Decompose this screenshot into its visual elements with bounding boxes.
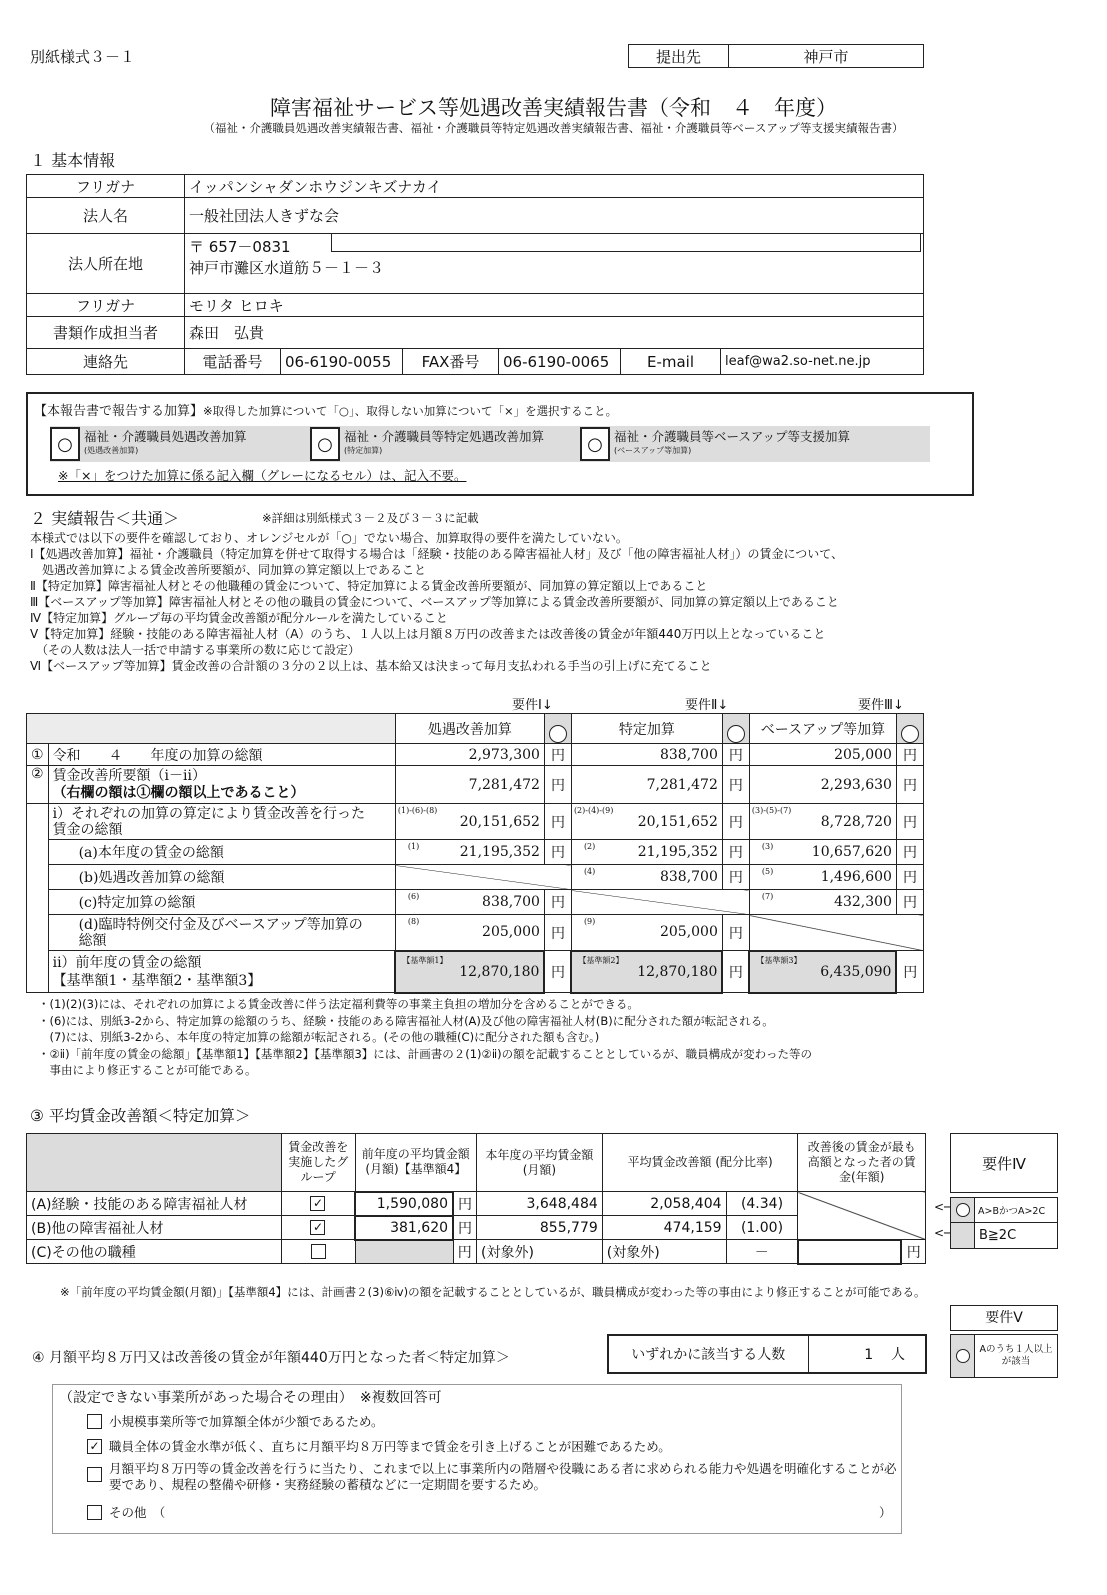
req-line: 処遇改善加算による賃金改善所要額が、同加算の算定額以上であること [30, 563, 427, 577]
table-row [27, 915, 924, 951]
addition-item-3 [580, 426, 850, 462]
cell-tag: (5) [761, 867, 774, 876]
yen: 円 [896, 804, 923, 840]
avg-wage-table [26, 1133, 926, 1265]
reason-checkbox[interactable] [87, 1414, 102, 1429]
col-max: 改善後の賃金が最も高額となった者の賃金(年額) [798, 1134, 926, 1192]
group-label: (C)その他の職種 [27, 1240, 282, 1264]
cell-tag: (1) [407, 842, 420, 851]
ratio-value: － [726, 1240, 798, 1264]
arrow-b: <─ [934, 1226, 952, 1240]
row-label-2: （右欄の額は①欄の額以上であること） [52, 784, 305, 801]
req-line: Ⅴ【特定加算】経験・技能のある障害福祉人材（A）のうち、１人以上は月額８万円の改善または改善後の賃金が年額440万円以上となっていること [30, 627, 826, 641]
col-header-1: 処遇改善加算 [395, 714, 544, 744]
cur-value: 855,779 [477, 1216, 603, 1240]
cell-na [571, 890, 749, 915]
yen: 円 [544, 744, 571, 766]
note-line: ・(6)には、別紙3-2から、特定加算の総額のうち、経験・技能のある障害福祉人材(A)及び他の障害福祉人材(B)に配分された額が転記される。 [38, 1013, 774, 1028]
cell-na [395, 865, 571, 890]
req-line: Ⅵ【ベースアップ等加算】賃金改善の合計額の３分の２以上は、基本給又は決まって毎月支払われる手当の引上げに充てること [30, 659, 712, 673]
req5-box [950, 1334, 1058, 1378]
diff-value: 474,159 [602, 1216, 726, 1240]
s3-note: ※「前年度の平均賃金額(月額)」【基準額4】には、計画書２(3)⑥ⅳ)の額を記載することとしているが、職員構成が変わった等の事由により修正することが可能である。 [60, 1285, 926, 1299]
cell-value: 6,435,090 [820, 963, 892, 980]
fax-value: 06-6190-0065 [499, 349, 621, 375]
addr-box [331, 234, 921, 252]
addition-note: ※「×」をつけた加算に係る記入欄（グレーになるセル）は、記入不要。 [58, 468, 467, 483]
cell-tag: (2) [583, 842, 596, 851]
tel-label: 電話番号 [185, 349, 281, 375]
reason-item [87, 1503, 165, 1521]
req-line: Ⅳ【特定加算】グループ毎の平均賃金改善額が配分ルールを満たしていること [30, 611, 448, 625]
addition-sub-1: (処遇改善加算) [84, 446, 139, 455]
note-line: (7)には、別紙3-2から、本年度の特定加算の総額が転記される。(その他の職種(C)に配分された額も含む。) [38, 1030, 600, 1044]
yen: 円 [722, 766, 749, 804]
yen: 円 [722, 951, 749, 993]
cell-value: 205,000 [482, 924, 540, 941]
email-value: leaf@wa2.so-net.ne.jp [721, 349, 924, 375]
addition-instr: ※取得した加算について「○」、取得しない加算について「×」を選択すること。 [203, 404, 618, 418]
form-id: 別紙様式３－１ [30, 48, 136, 66]
cell-value: 20,151,652 [637, 813, 718, 830]
cell-value: 1,496,600 [820, 869, 892, 885]
yen: 円 [544, 840, 571, 865]
req-line: Ⅰ【処遇改善加算】福祉・介護職員（特定加算を併せて取得する場合は「経験・技能のある障害福祉人材」及び「他の障害福祉人材」）の賃金について、 [30, 547, 844, 561]
s4-count-value: 1 [864, 1347, 874, 1363]
ratio-value: (4.34) [726, 1192, 798, 1216]
yen: 円 [896, 951, 923, 993]
cell-tag: (7) [761, 892, 774, 901]
req4-cond-a: A>BかつA>2C [978, 1206, 1046, 1217]
addition-head: 【本報告書で報告する加算】 [34, 404, 204, 419]
addr-label: 法人所在地 [27, 234, 185, 294]
ratio-value: (1.00) [726, 1216, 798, 1240]
yen: 円 [896, 890, 923, 915]
yen: 円 [544, 890, 571, 915]
yen: 円 [722, 840, 749, 865]
cell-value: 21,195,352 [637, 844, 718, 860]
cur-value: 3,648,484 [477, 1192, 603, 1216]
header-blank [27, 714, 396, 744]
corp-value: 一般社団法人きずな会 [185, 198, 924, 234]
table-row [27, 766, 924, 804]
col-ratio: (配分比率) [715, 1155, 773, 1169]
cell-value: 205,000 [749, 744, 896, 766]
note-line: ・②ⅱ)「前年度の賃金の総額」【基準額1】【基準額2】【基準額3】には、計画書の２(1)②ⅱ)の額を記載することとしているが、職員構成が変わった等の [38, 1046, 812, 1061]
arrow-a: <─ [934, 1200, 952, 1214]
reason-checkbox[interactable] [87, 1467, 102, 1482]
group-checkbox[interactable] [311, 1244, 326, 1259]
addition-box [26, 392, 974, 496]
yen: 円 [453, 1216, 477, 1240]
req4-mark-b [951, 1223, 975, 1248]
req3-arrow: 要件Ⅲ↓ [858, 698, 904, 713]
row-no: ② [27, 766, 49, 804]
table-row [27, 804, 924, 840]
req-line: （その人数は法人一括で申請する事業所の数に応じて設定） [30, 643, 361, 657]
cell-tag: (3)-(5)-(7) [751, 806, 792, 815]
addition-item-1 [50, 426, 310, 462]
table-row [27, 1192, 926, 1216]
col-prev: 前年度の平均賃金額(月額)【基準額4】 [355, 1134, 476, 1192]
cell-value: 838,700 [571, 744, 722, 766]
cell-value: 7,281,472 [395, 766, 544, 804]
diff-value: (対象外) [602, 1240, 726, 1264]
row-no: ① [27, 744, 49, 766]
addition-mark-3[interactable]: ○ [580, 427, 610, 461]
reason-item [87, 1461, 897, 1493]
col-cur: 本年度の平均賃金額(月額) [477, 1134, 603, 1192]
section4-heading: ④ 月額平均８万円又は改善後の賃金が年額440万円となった者＜特定加算＞ [32, 1350, 510, 1366]
basic-info-table [26, 174, 924, 375]
author-label: 書類作成担当者 [27, 317, 185, 349]
tel-value: 06-6190-0055 [281, 349, 403, 375]
yen: 円 [896, 865, 923, 890]
s4-count-unit: 人 [891, 1347, 905, 1363]
section1-heading: １ 基本情報 [30, 151, 116, 170]
email-label: E-mail [621, 349, 721, 375]
row-label: (c)特定加算の総額 [48, 890, 395, 915]
furigana-value: イッパンシャダンホウジンキズナカイ [185, 175, 924, 198]
cell-value: 20,151,652 [459, 813, 540, 830]
col-mark-3: ○ [896, 714, 923, 744]
reasons-head: （設定できない事業所があった場合その理由） ※複数回答可 [59, 1390, 442, 1406]
req5-cond: Aのうち１人以上が該当 [979, 1344, 1053, 1367]
cell-tag: (6) [407, 892, 420, 901]
addr-value: 神戸市灘区水道筋５－１－３ [189, 259, 385, 277]
yen: 円 [544, 915, 571, 951]
cell-value: 7,281,472 [571, 766, 722, 804]
diff-value: 2,058,404 [602, 1192, 726, 1216]
cell-value: 21,195,352 [459, 844, 540, 860]
cell-tag: (3) [761, 842, 774, 851]
cell-value: 432,300 [834, 894, 892, 910]
note-line: ・(1)(2)(3)には、それぞれの加算による賃金改善に伴う法定福利費等の事業主負担の増加分を含めることができる。 [38, 997, 639, 1011]
submit-label: 提出先 [629, 45, 729, 68]
table-row [27, 1240, 926, 1264]
row-label: 賃金改善所要額（ⅰ－ⅱ） [52, 767, 206, 784]
col-mark-2: ○ [722, 714, 749, 744]
requirements-text [30, 530, 960, 674]
addition-sub-2: (特定加算) [344, 446, 383, 455]
s4-count-label: いずれかに該当する人数 [608, 1335, 808, 1373]
reason-close: ） [879, 1505, 892, 1520]
yen: 円 [544, 766, 571, 804]
yen: 円 [896, 744, 923, 766]
row-label: ⅱ）前年度の賃金の総額 [52, 954, 202, 971]
col-mark-1: ○ [544, 714, 571, 744]
cell-value: 2,973,300 [395, 744, 544, 766]
table-row [27, 865, 924, 890]
cell-tag: (9) [583, 917, 596, 926]
yen: 円 [722, 915, 749, 951]
yen: 円 [453, 1192, 477, 1216]
addition-label-3: 福祉・介護職員等ベースアップ等支援加算 [614, 429, 851, 444]
cell-tag: (8) [407, 917, 420, 926]
cell-value: 838,700 [659, 869, 718, 885]
reason-text: 小規模事業所等で加算額全体が少額であるため。 [109, 1414, 384, 1429]
cell-tag: (1)-(6)-(8) [397, 806, 438, 815]
col-diff: 平均賃金改善額 [627, 1155, 712, 1169]
prev-value: 1,590,080 [355, 1192, 453, 1216]
cell-na [749, 915, 923, 951]
yen: 円 [896, 766, 923, 804]
cell-value: 2,293,630 [749, 766, 896, 804]
table-notes [38, 996, 958, 1079]
cell-tag: 【基準額2】 [578, 955, 624, 965]
reason-checkbox[interactable]: ✓ [87, 1439, 102, 1454]
req-line: Ⅲ【ベースアップ等加算】障害福祉人材とその他の職員の賃金について、ベースアップ等加算による賃金改善所要額が、同加算の算定額以上であること [30, 595, 839, 609]
reason-checkbox[interactable] [87, 1505, 102, 1520]
report-table [26, 713, 924, 994]
req4-mark-a: ○ [956, 1203, 970, 1217]
table-row [27, 951, 924, 993]
cell-tag: 【基準額1】 [402, 955, 448, 965]
req5-label: 要件Ⅴ [950, 1305, 1058, 1331]
addition-item-2 [310, 426, 580, 462]
section2-heading: ２ 実績報告＜共通＞ [30, 509, 180, 528]
prev-value [355, 1240, 453, 1264]
cur-value: (対象外) [477, 1240, 603, 1264]
table-row [27, 1216, 926, 1240]
addition-mark-1[interactable]: ○ [50, 427, 80, 461]
reason-text: その他 （ [109, 1505, 166, 1520]
prev-value: 381,620 [355, 1216, 453, 1240]
furigana-label: フリガナ [27, 175, 185, 198]
req4-label: 要件Ⅳ [950, 1133, 1058, 1193]
group-label: (B)他の障害福祉人材 [27, 1216, 282, 1240]
req5-mark: ○ [956, 1349, 970, 1363]
row-label-2: 【基準額1・基準額2・基準額3】 [52, 972, 262, 989]
yen: 円 [722, 865, 749, 890]
contact-label: 連絡先 [27, 349, 185, 375]
req2-arrow: 要件Ⅱ↓ [685, 698, 729, 713]
addition-label-2: 福祉・介護職員等特定処遇改善加算 [344, 429, 545, 444]
submit-box [628, 44, 924, 68]
cell-value: 205,000 [659, 924, 718, 941]
col-group: 賃金改善を実施したグループ [281, 1134, 355, 1192]
page-subtitle: （福祉・介護職員処遇改善実績報告書、福祉・介護職員等特定処遇改善実績報告書、福祉・介護職員等ベースアップ等支援実績報告書） [203, 121, 904, 135]
note-line: 事由により修正することが可能である。 [38, 1063, 257, 1077]
row-label: (d)臨時特例交付金及びベースアップ等加算の [78, 916, 363, 933]
group-checkbox[interactable]: ✓ [310, 1220, 325, 1235]
req4-box [950, 1197, 1058, 1249]
reason-item [87, 1437, 671, 1455]
yen: 円 [901, 1240, 925, 1264]
cell-tag: (4) [583, 867, 596, 876]
zip-value: 〒 657－0831 [189, 238, 291, 256]
row-label: 令和 ４ 年度の加算の総額 [48, 744, 395, 766]
addition-sub-3: (ベースアップ等加算) [614, 446, 692, 455]
cell-value: 838,700 [482, 894, 540, 910]
table-row [27, 890, 924, 915]
cell-value: 8,728,720 [820, 813, 892, 830]
cell-value: 12,870,180 [637, 963, 718, 980]
row-label: ⅰ）それぞれの加算の算定により賃金改善を行った [52, 805, 366, 822]
group-label: (A)経験・技能のある障害福祉人材 [27, 1192, 282, 1216]
col-header-2: 特定加算 [571, 714, 722, 744]
group-checkbox[interactable]: ✓ [310, 1196, 325, 1211]
table-row [27, 840, 924, 865]
addition-label-1: 福祉・介護職員処遇改善加算 [84, 429, 247, 444]
section2-ref: ※詳細は別紙様式３－２及び３－３に記載 [262, 511, 479, 525]
row-label: (b)処遇改善加算の総額 [48, 865, 395, 890]
addition-mark-2[interactable]: ○ [310, 427, 340, 461]
furigana2-label: フリガナ [27, 294, 185, 317]
yen: 円 [722, 744, 749, 766]
cell-value: 12,870,180 [459, 963, 540, 980]
reason-item [87, 1412, 384, 1430]
yen: 円 [896, 840, 923, 865]
cell-tag: (2)-(4)-(9) [573, 806, 614, 815]
row-label-2: 総額 [78, 932, 107, 949]
req-line: Ⅱ【特定加算】障害福祉人材とその他職種の賃金について、特定加算による賃金改善所要額が、同加算の算定額以上であること [30, 579, 708, 593]
page-title: 障害福祉サービス等処遇改善実績報告書（令和 ４ 年度） [270, 96, 837, 120]
yen: 円 [544, 804, 571, 840]
col-header-3: ベースアップ等加算 [749, 714, 896, 744]
row-label: (a)本年度の賃金の総額 [48, 840, 395, 865]
row-label-2: 賃金の総額 [52, 821, 123, 838]
furigana2-value: モリタ ヒロキ [185, 294, 924, 317]
cell-value: 10,657,620 [811, 844, 892, 860]
req1-arrow: 要件Ⅰ↓ [512, 698, 553, 713]
table-row [27, 744, 924, 766]
yen: 円 [722, 804, 749, 840]
reasons-box [52, 1384, 902, 1534]
reason-text: 職員全体の賃金水準が低く、直ちに月額平均８万円等まで賃金を引き上げることが困難であるため。 [109, 1439, 671, 1454]
yen: 円 [544, 951, 571, 993]
cell-tag: 【基準額3】 [756, 955, 802, 965]
section3-heading: ③ 平均賃金改善額＜特定加算＞ [30, 1107, 251, 1125]
reason-text: 月額平均８万円等の賃金改善を行うに当たり、これまで以上に事業所内の階層や役職にある者に求められる能力や処遇を明確化することが必要であり、規程の整備や研修・実務経験の蓄積などに一定期間を要するため。 [109, 1461, 897, 1492]
addition-row [50, 426, 930, 462]
req4-cond-b: B≧2C [979, 1228, 1017, 1243]
yen: 円 [453, 1240, 477, 1264]
req-line: 本様式では以下の要件を確認しており、オレンジセルが「○」でない場合、加算取得の要件を満たしていない。 [30, 531, 628, 545]
corp-label: 法人名 [27, 198, 185, 234]
s4-count-table [607, 1334, 927, 1374]
submit-value: 神戸市 [729, 45, 924, 68]
author-value: 森田 弘貴 [185, 317, 924, 349]
fax-label: FAX番号 [403, 349, 499, 375]
